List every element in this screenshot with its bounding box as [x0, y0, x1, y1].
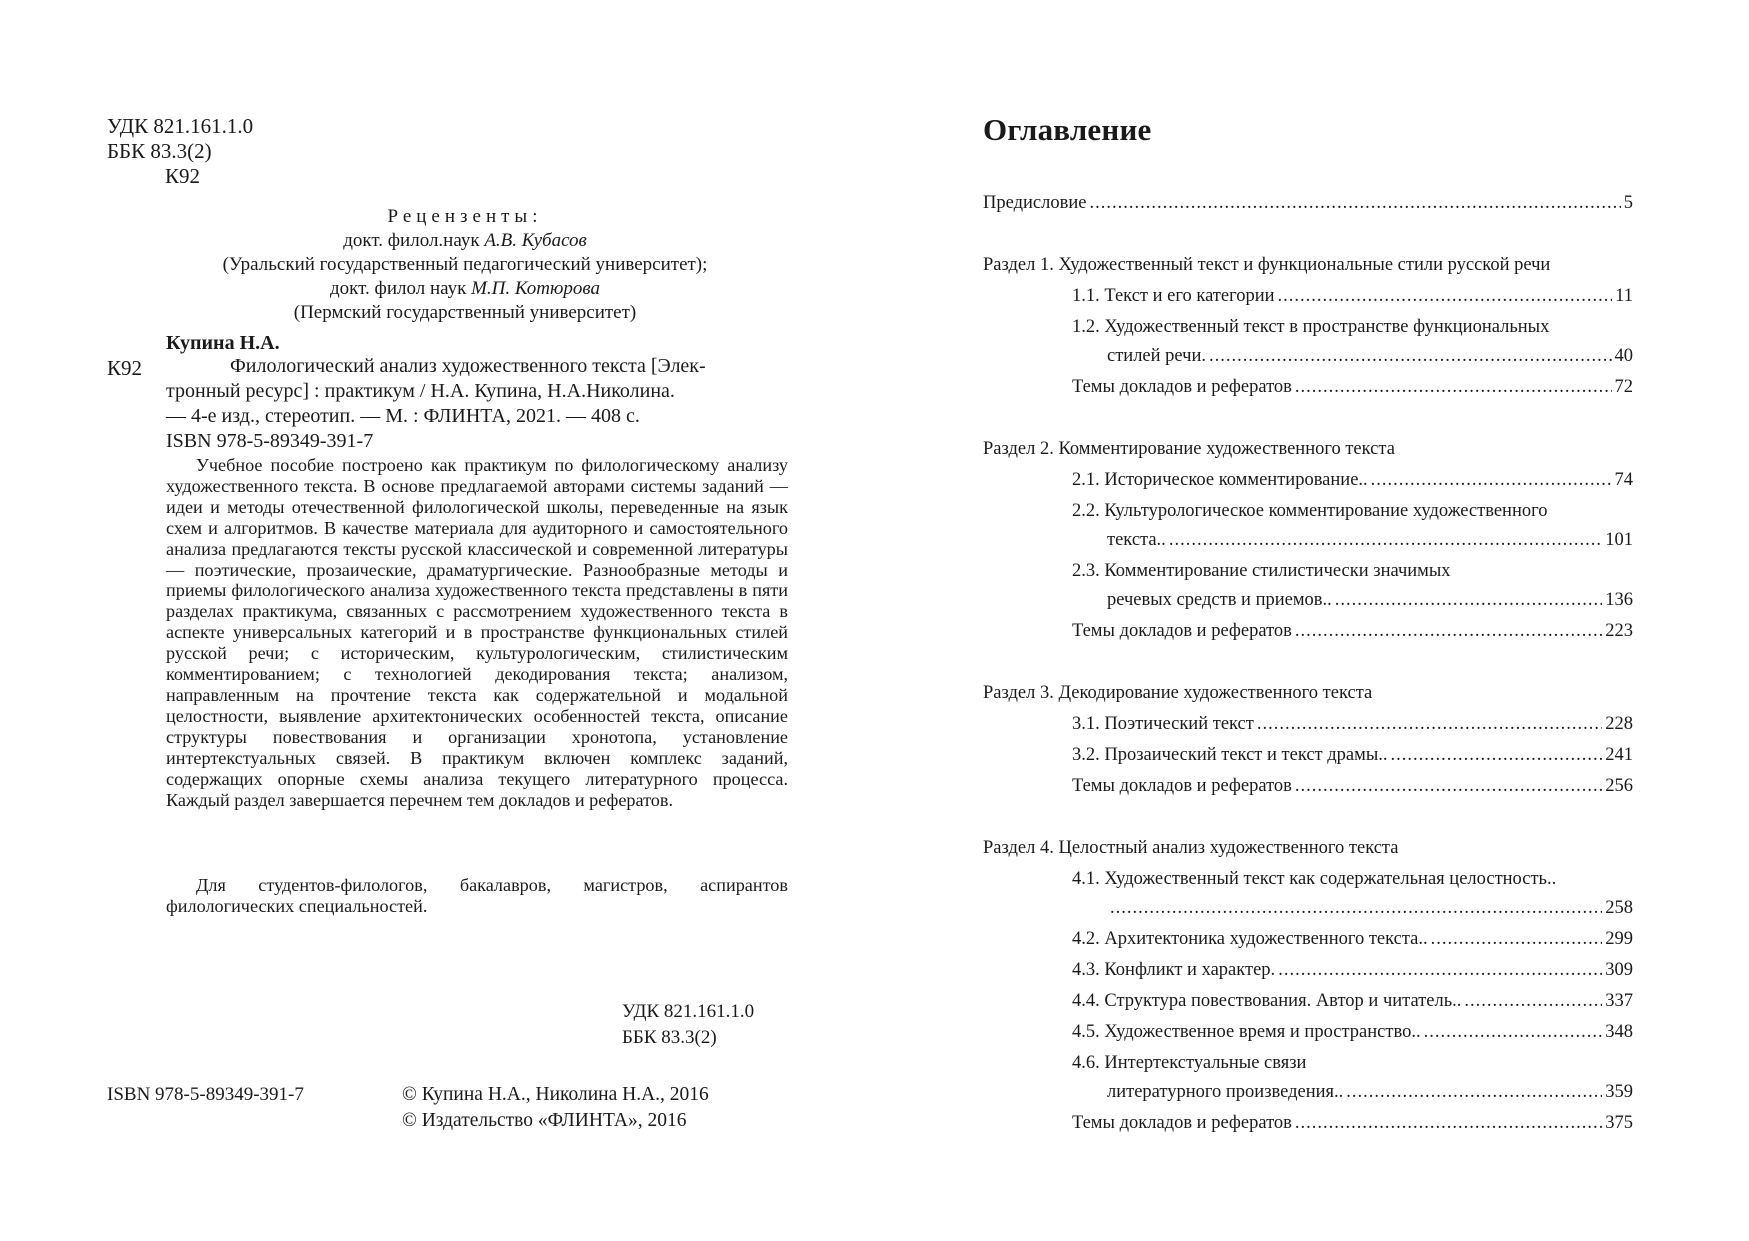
toc-entry-1-2[interactable]: [983, 312, 1633, 372]
isbn-bottom: ISBN 978-5-89349-391-7: [107, 1084, 304, 1105]
right-page: [874, 0, 1749, 1241]
toc-leader: [1278, 955, 1602, 986]
toc-label: 1.2. Художественный текст в пространстве функциональных: [1072, 317, 1550, 337]
toc-label-cont: литературного произведения..: [1107, 1082, 1344, 1102]
toc-page: 256: [1605, 776, 1633, 796]
reviewer-1: [160, 229, 770, 253]
toc-entry-1-topics[interactable]: [983, 372, 1633, 403]
toc-entry-4-5[interactable]: [983, 1017, 1633, 1048]
annotation-text: Учебное пособие построено как практикум по филологическому анализу художественного текста. В основе предлагаемой авторами системы заданий — идеи и методы отечественной филологической школы, переведенные на язык схем и алгоритмов. В качестве материала для аудиторного и самостоятельного анализа предлагаются тексты русской классической и современной литературы — поэтические, прозаические, драматургические. Разнообразные методы и приемы филологического анализа художественного текста представлены в пяти разделах практикума, связанных с рассмотрением художественного текста в аспекте универсальных категорий и в пространстве функциональных стилей русской речи; с историческим, культурологическим, стилистическим комментированием; с технологией декодирования текста; анализом, направленным на прочтение текста как содержательной и модальной целостности, выявление архитектонических особенностей текста, описание структуры повествования и организации хронотопа, установление интертекстуальных связей. В практикум включен комплекс заданий, содержащих опорные схемы анализа текущего литературного процесса. Каждый раздел завершается перечнем тем докладов и рефератов.: [166, 455, 788, 810]
reviewer-2: [160, 277, 770, 301]
bbk-code-bottom: ББК 83.3(2): [622, 1027, 717, 1048]
toc-page: 5: [1623, 193, 1633, 213]
toc-page: 241: [1605, 745, 1633, 765]
toc-leader: [1346, 1077, 1602, 1108]
toc-label: Темы докладов и рефератов: [1072, 377, 1292, 397]
toc-label: 2.1. Историческое комментирование..: [1072, 470, 1368, 490]
toc-leader: [1431, 924, 1603, 955]
toc-leader: [1209, 341, 1612, 372]
toc-section-1[interactable]: Раздел 1. Художественный текст и функциональные стили русской речи: [983, 255, 1551, 275]
toc-entry-preface[interactable]: [983, 188, 1633, 219]
toc-entry-1-1[interactable]: [983, 281, 1633, 312]
toc-leader: [1391, 740, 1603, 771]
toc-entry-3-topics[interactable]: [983, 771, 1633, 802]
toc-label: Темы докладов и рефератов: [1072, 1113, 1292, 1133]
toc-leader: [1371, 465, 1612, 496]
toc-label: 4.3. Конфликт и характер.: [1072, 960, 1276, 980]
reviewer-1-org: (Уральский государственный педагогический университет);: [222, 254, 708, 275]
toc-label: 4.1. Художественный текст как содержательная целостность..: [1072, 869, 1557, 889]
audience-text: Для студентов-филологов, бакалавров, магистров, аспирантов филологических специальностей.: [166, 875, 788, 916]
bib-line: тронный ресурс] : практикум / Н.А. Купина, Н.А.Николина.: [166, 380, 675, 402]
toc-label: 2.3. Комментирование стилистически значимых: [1072, 561, 1451, 581]
toc-page: 299: [1605, 929, 1633, 949]
reviewers-title: Рецензенты:: [387, 206, 543, 227]
author-sign-code: К92: [165, 164, 201, 188]
toc-page: 337: [1605, 991, 1633, 1011]
toc-label: 4.5. Художественное время и пространство..: [1072, 1022, 1421, 1042]
toc-title: Оглавление: [983, 112, 1152, 147]
toc-leader: [1464, 986, 1602, 1017]
reviewer-2-org: (Пермский государственный университет): [293, 302, 637, 323]
toc-leader: [1424, 1017, 1603, 1048]
copyright-authors: © Купина Н.А., Николина Н.А., 2016: [402, 1084, 709, 1105]
toc-page: 223: [1605, 621, 1633, 641]
toc-page: 74: [1614, 470, 1633, 490]
toc-leader: [1295, 372, 1612, 403]
toc-entry-2-3[interactable]: [983, 556, 1633, 616]
toc-entry-2-1[interactable]: [983, 465, 1633, 496]
toc-label-cont: речевых средств и приемов..: [1107, 590, 1332, 610]
toc-page: 40: [1614, 346, 1633, 366]
toc-leader: [1278, 281, 1613, 312]
toc-leader: [1295, 1108, 1602, 1139]
toc-entry-2-2[interactable]: [983, 496, 1633, 556]
udk-block-bottom: [622, 1000, 754, 1052]
bibliographic-record: [166, 355, 796, 455]
bib-line: — 4-е изд., стереотип. — М. : ФЛИНТА, 2021. — 408 с.: [166, 405, 640, 427]
toc-section-3[interactable]: Раздел 3. Декодирование художественного текста: [983, 683, 1373, 703]
toc-page: 309: [1605, 960, 1633, 980]
toc-label: Предисловие: [983, 193, 1087, 213]
reviewer-2-name: М.П. Котюрова: [471, 278, 601, 299]
udk-code-bottom: УДК 821.161.1.0: [622, 1001, 755, 1022]
toc-page: 101: [1605, 530, 1633, 550]
toc-leader: [1089, 188, 1620, 219]
toc-label-cont: стилей речи.: [1107, 346, 1206, 366]
copyright-block: [402, 1083, 709, 1135]
toc-section-2[interactable]: Раздел 2. Комментирование художественного текста: [983, 439, 1395, 459]
udk-code: УДК 821.161.1.0: [107, 114, 254, 138]
toc-page: 348: [1605, 1022, 1633, 1042]
toc-entry-4-4[interactable]: [983, 986, 1633, 1017]
bib-isbn: ISBN 978-5-89349-391-7: [166, 430, 374, 452]
toc-entry-4-3[interactable]: [983, 955, 1633, 986]
toc-page: 359: [1605, 1082, 1633, 1102]
toc-label: 4.6. Интертекстуальные связи: [1072, 1053, 1307, 1073]
toc-entry-3-2[interactable]: [983, 740, 1633, 771]
toc-leader: [1169, 525, 1602, 556]
toc-leader: [1295, 771, 1602, 802]
toc-label: 4.2. Архитектоника художественного текста..: [1072, 929, 1428, 949]
reviewer-1-name: А.В. Кубасов: [484, 230, 587, 251]
toc-entry-4-topics[interactable]: [983, 1108, 1633, 1139]
udk-block-top: [107, 115, 253, 190]
toc-page: 11: [1615, 286, 1633, 306]
toc-leader: [1110, 893, 1602, 924]
toc-page: 258: [1605, 898, 1633, 918]
bbk-code: ББК 83.3(2): [107, 139, 212, 163]
toc-page: 228: [1605, 714, 1633, 734]
reviewer-2-degree: докт. филол наук: [329, 278, 467, 299]
reviewers-block: [160, 205, 770, 325]
toc-label: Темы докладов и рефератов: [1072, 621, 1292, 641]
toc-entry-4-6[interactable]: [983, 1048, 1633, 1108]
toc-section-4[interactable]: Раздел 4. Целостный анализ художественного текста: [983, 838, 1399, 858]
toc-entry-3-1[interactable]: [983, 709, 1633, 740]
toc-label: 3.1. Поэтический текст: [1072, 714, 1254, 734]
toc-leader: [1335, 585, 1602, 616]
toc-leader: [1257, 709, 1602, 740]
toc-label: Темы докладов и рефератов: [1072, 776, 1292, 796]
table-of-contents: [983, 188, 1633, 1139]
toc-label: 1.1. Текст и его категории: [1072, 286, 1275, 306]
toc-page: 136: [1605, 590, 1633, 610]
toc-entry-4-2[interactable]: [983, 924, 1633, 955]
toc-leader: [1295, 616, 1602, 647]
author-sign-side: К92: [107, 356, 143, 380]
toc-label-cont: текста..: [1107, 530, 1166, 550]
reviewer-1-degree: докт. филол.наук: [343, 230, 480, 251]
toc-page: 72: [1614, 377, 1633, 397]
toc-entry-2-topics[interactable]: [983, 616, 1633, 647]
toc-label: 4.4. Структура повествования. Автор и читатель..: [1072, 991, 1462, 1011]
copyright-publisher: © Издательство «ФЛИНТА», 2016: [402, 1110, 687, 1131]
toc-page: 375: [1605, 1113, 1633, 1133]
left-page: [0, 0, 874, 1241]
bib-line: Филологический анализ художественного текста [Элек-: [230, 355, 706, 377]
toc-entry-4-1[interactable]: [983, 864, 1633, 924]
toc-label: 2.2. Культурологическое комментирование художественного: [1072, 501, 1548, 521]
toc-label: 3.2. Прозаический текст и текст драмы..: [1072, 745, 1388, 765]
author-name: Купина Н.А.: [166, 332, 280, 354]
